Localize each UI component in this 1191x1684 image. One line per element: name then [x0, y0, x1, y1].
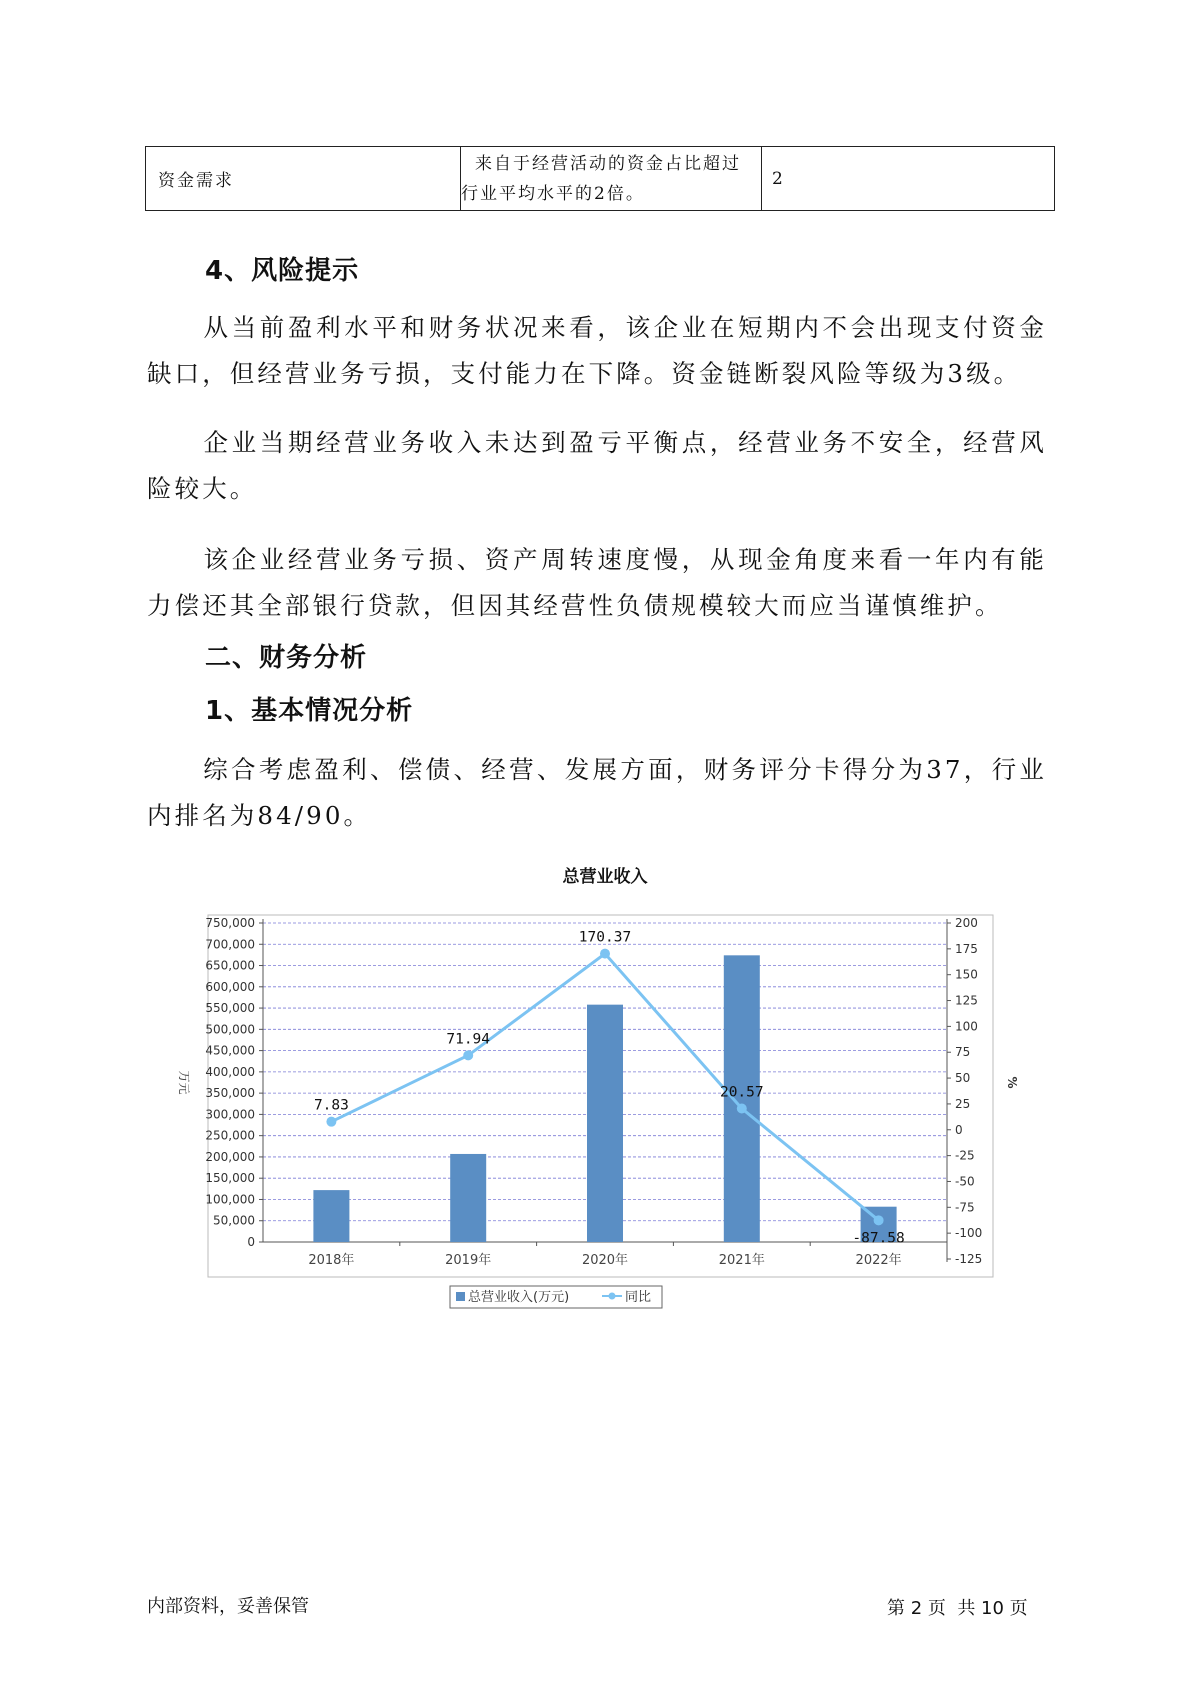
- y-tick-label: 500,000: [205, 1022, 255, 1037]
- paragraph-text: 该企业经营业务亏损、资产周转速度慢，从现金角度来看一年内有能力偿还其全部银行贷款，但因其经营性负债规模较大而应当谨慎维护。: [147, 545, 1047, 620]
- y2-tick-label: 200: [955, 916, 978, 930]
- revenue-chart: [170, 860, 1030, 1330]
- y-tick-label: 650,000: [205, 958, 255, 973]
- y-tick-label: 200,000: [205, 1149, 255, 1164]
- funding-requirement-table: [145, 146, 1055, 211]
- yoy-point: [326, 1117, 336, 1127]
- paragraph: [147, 420, 1047, 512]
- yoy-data-label: 7.83: [313, 1097, 349, 1114]
- legend-bar-label: 总营业收入(万元): [468, 1290, 570, 1305]
- footer-confidential: 内部资料，妥善保管: [147, 1596, 309, 1617]
- x-tick-label: 2020年: [581, 1253, 629, 1268]
- y2-tick-label: 125: [955, 993, 978, 1008]
- paragraph-text: 从当前盈利水平和财务状况来看，该企业在短期内不会出现支付资金缺口，但经营业务亏损，支付能力在下降。资金链断裂风险等级为3级。: [147, 313, 1047, 388]
- y2-tick-label: 75: [955, 1045, 971, 1060]
- legend-line-marker: [609, 1293, 616, 1300]
- revenue-bar: [313, 1190, 349, 1242]
- paragraph: [147, 537, 1047, 629]
- y-tick-label: 150,000: [205, 1171, 255, 1186]
- x-tick-label: 2019年: [445, 1253, 492, 1268]
- y2-tick-label: -125: [955, 1252, 983, 1266]
- y2-axis-label: %: [1005, 1076, 1019, 1089]
- y2-tick-label: 175: [955, 941, 978, 956]
- description-line-2: 行业平均水平的2倍。: [461, 183, 645, 204]
- section-heading-financial: 二、财务分析: [205, 643, 368, 673]
- yoy-data-label: 170.37: [578, 929, 632, 946]
- yoy-data-label: -87.58: [852, 1230, 905, 1247]
- y2-tick-label: 100: [955, 1019, 978, 1034]
- revenue-bar: [450, 1154, 486, 1242]
- revenue-bar: [587, 1005, 623, 1242]
- y2-tick-label: -50: [955, 1174, 975, 1189]
- y2-tick-label: 50: [955, 1071, 971, 1086]
- y-tick-label: 100,000: [205, 1192, 255, 1207]
- table-cell-description: [461, 147, 762, 211]
- page-number: 第 2 页 共 10 页: [887, 1598, 1028, 1619]
- y-tick-label: 350,000: [205, 1086, 255, 1101]
- y-tick-label: 250,000: [205, 1128, 255, 1143]
- y2-tick-label: 25: [955, 1096, 971, 1111]
- yoy-data-label: 20.57: [719, 1084, 764, 1101]
- x-tick-label: 2018年: [308, 1253, 355, 1268]
- yoy-point: [874, 1215, 884, 1225]
- y-tick-label: 450,000: [205, 1043, 255, 1058]
- y2-tick-label: -75: [955, 1200, 975, 1215]
- x-tick-label: 2022年: [855, 1253, 902, 1268]
- paragraph: [147, 305, 1047, 397]
- y-tick-label: 750,000: [205, 916, 255, 930]
- y-tick-label: 0: [247, 1235, 255, 1249]
- section-heading-risk: 4、风险提示: [205, 256, 360, 286]
- y-tick-label: 50,000: [213, 1213, 255, 1228]
- yoy-point: [463, 1050, 473, 1060]
- table-cell-label: 资金需求: [146, 147, 461, 211]
- x-tick-label: 2021年: [718, 1253, 765, 1268]
- yoy-point: [737, 1104, 747, 1114]
- y-tick-label: 300,000: [205, 1107, 255, 1122]
- yoy-point: [600, 949, 610, 959]
- description-line-1: 来自于经营活动的资金占比超过: [475, 153, 741, 174]
- y-tick-label: 600,000: [205, 979, 255, 994]
- legend-bar-swatch: [456, 1292, 465, 1301]
- paragraph-text: 企业当期经营业务收入未达到盈亏平衡点，经营业务不安全，经营风险较大。: [147, 428, 1047, 503]
- table-cell-score: 2: [762, 147, 1055, 211]
- y-tick-label: 400,000: [205, 1064, 255, 1079]
- y-tick-label: 550,000: [205, 1001, 255, 1016]
- y2-tick-label: 150: [955, 967, 978, 982]
- y2-tick-label: -25: [955, 1148, 975, 1163]
- table-row: [146, 147, 1055, 211]
- paragraph: [147, 747, 1047, 839]
- yoy-data-label: 71.94: [446, 1031, 491, 1048]
- y-axis-label: 万元: [177, 1070, 191, 1095]
- legend-line-label: 同比: [625, 1290, 652, 1305]
- y2-tick-label: -100: [955, 1226, 983, 1241]
- chart-title: 总营业收入: [562, 867, 648, 887]
- paragraph-text: 综合考虑盈利、偿债、经营、发展方面，财务评分卡得分为37，行业内排名为84/90。: [147, 755, 1047, 830]
- y2-tick-label: 0: [955, 1122, 963, 1137]
- y-tick-label: 700,000: [205, 937, 255, 952]
- sub-heading-basic: 1、基本情况分析: [205, 696, 414, 726]
